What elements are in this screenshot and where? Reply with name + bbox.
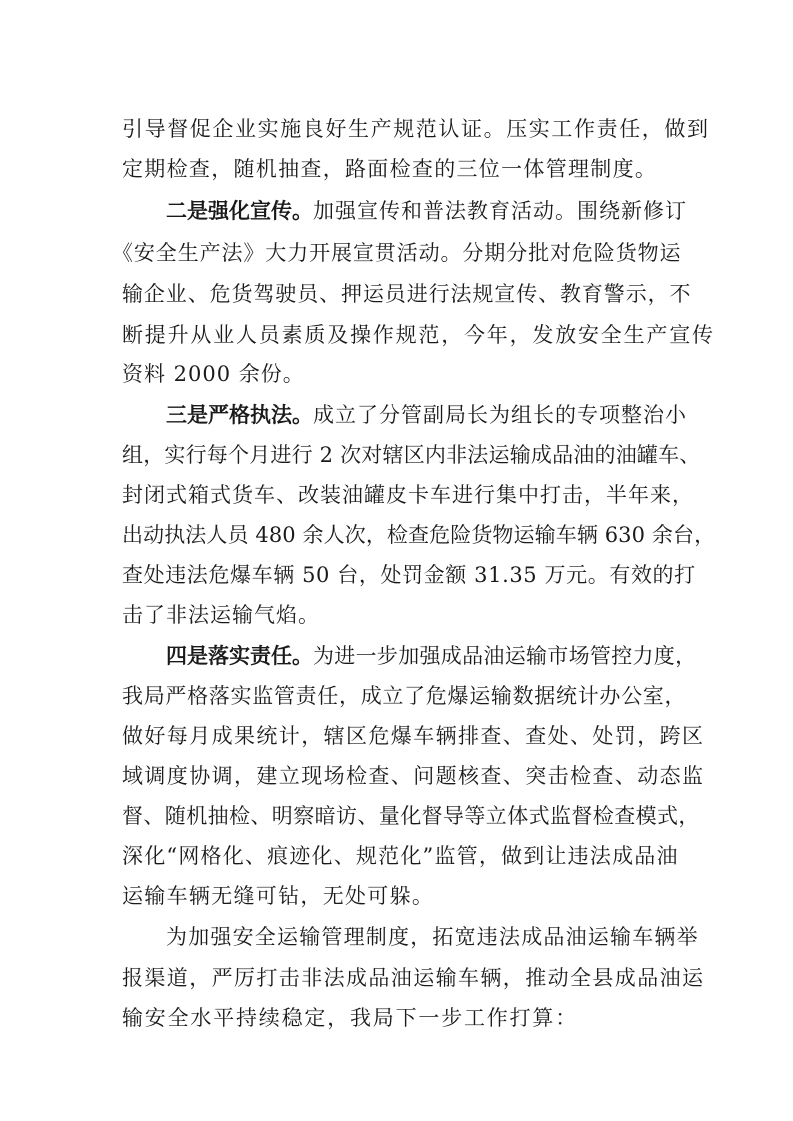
line-text: 出动执法人员 480 余人次，检查危险货物运输车辆 630 余台， xyxy=(122,523,716,547)
line-text: 做好每月成果统计，辖区危爆车辆排查、查处、处罚，跨区 xyxy=(122,724,705,748)
line-text: 我局严格落实监管责任，成立了危爆运输数据统计办公室， xyxy=(122,684,687,708)
line-text: 引导督促企业实施良好生产规范认证。压实工作责任，做到 xyxy=(122,117,710,141)
line-text: 输企业、危货驾驶员、押运员进行法规宣传、教育警示，不 xyxy=(122,282,692,306)
line-text: 域调度协调，建立现场检查、问题核查、突击检查、动态监 xyxy=(122,764,705,788)
line-text: 资料 2000 余份。 xyxy=(122,362,305,386)
line-text: 组，实行每个月进行 2 次对辖区内非法运输成品油的油罐车、 xyxy=(122,443,701,467)
text-line xyxy=(0,276,793,312)
text-line xyxy=(0,356,793,392)
text-line xyxy=(0,878,793,914)
line-text: 查处违法危爆车辆 50 台，处罚金额 31.35 万元。有效的打 xyxy=(122,563,696,587)
paragraph-start-line xyxy=(0,638,793,674)
text-line xyxy=(0,758,793,794)
line-text: 为进一步加强成品油运输市场管控力度， xyxy=(313,644,697,668)
line-text: 为加强安全运输管理制度，拓宽违法成品油运输车辆举 xyxy=(166,925,699,949)
text-line xyxy=(0,960,793,996)
line-text: 运输车辆无缝可钻，无处可躲。 xyxy=(122,884,435,908)
line-text: 加强宣传和普法教育活动。围绕新修订 xyxy=(313,199,687,223)
text-line xyxy=(0,718,793,754)
text-line xyxy=(0,517,793,553)
line-text: 成立了分管副局长为组长的专项整治小 xyxy=(313,403,687,427)
text-line xyxy=(0,477,793,513)
section-heading: 四是落实责任。 xyxy=(166,644,313,668)
section-heading: 二是强化宣传。 xyxy=(166,199,313,223)
text-line xyxy=(0,1000,793,1036)
text-line xyxy=(0,111,793,147)
text-line xyxy=(0,151,793,187)
line-text: 击了非法运输气焰。 xyxy=(122,603,320,627)
paragraph-start-line xyxy=(0,397,793,433)
line-text: 报渠道，严厉打击非法成品油运输车辆，推动全县成品油运 xyxy=(122,966,705,990)
line-text: 《安全生产法》大力开展宣贯活动。分期分批对危险货物运 xyxy=(112,241,682,265)
text-line xyxy=(0,437,793,473)
text-line xyxy=(0,678,793,714)
line-text: 封闭式箱式货车、改装油罐皮卡车进行集中打击，半年来， xyxy=(122,483,694,507)
line-text: 深化“网格化、痕迹化、规范化”监管，做到让违法成品油 xyxy=(122,844,679,868)
line-text: 督、随机抽检、明察暗访、量化督导等立体式监督检查模式， xyxy=(122,804,700,828)
text-line xyxy=(0,838,793,874)
line-text: 定期检查，随机抽查，路面检查的三位一体管理制度。 xyxy=(122,157,658,181)
text-line xyxy=(0,597,793,633)
text-line xyxy=(0,235,793,271)
text-line xyxy=(0,317,793,353)
paragraph-start-line xyxy=(0,193,793,229)
text-line xyxy=(0,798,793,834)
line-text: 输安全水平持续稳定，我局下一步工作打算： xyxy=(122,1006,578,1030)
section-heading: 三是严格执法。 xyxy=(166,403,313,427)
line-text: 断提升从业人员素质及操作规范，今年，发放安全生产宣传 xyxy=(122,323,715,347)
paragraph-start-line xyxy=(0,919,793,955)
text-line xyxy=(0,557,793,593)
